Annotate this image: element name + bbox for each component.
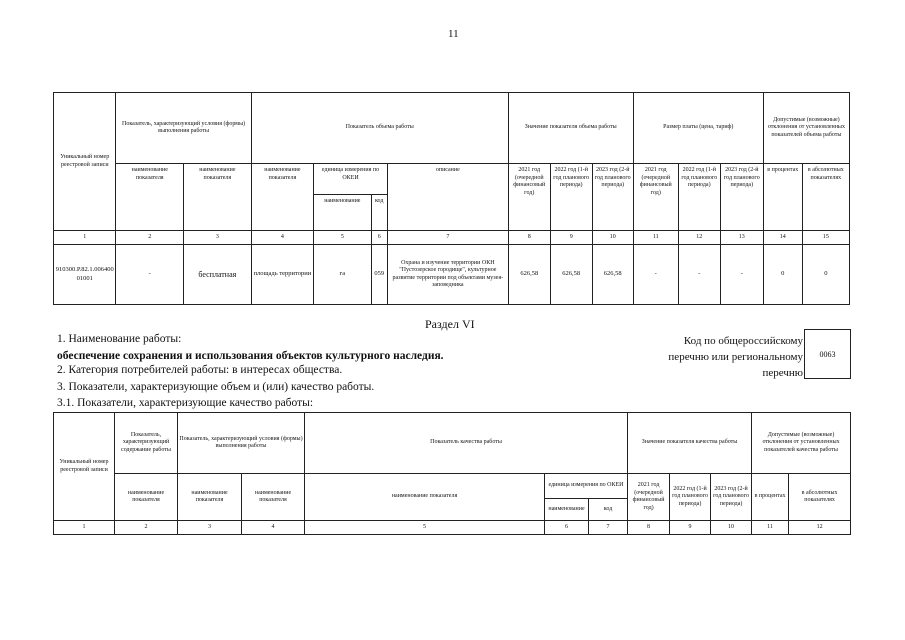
column-number: 14	[763, 231, 802, 245]
column-number: 8	[628, 521, 670, 535]
column-number: 7	[387, 231, 508, 245]
work-name-label: 1. Наименование работы:	[57, 333, 182, 345]
cell-value: 626,58	[592, 245, 633, 305]
column-number: 6	[371, 231, 387, 245]
header-absolute: в абсолютных показателях	[789, 474, 851, 521]
header-indicator-name: наименование показателя	[115, 474, 178, 521]
section-title: Раздел VI	[425, 317, 475, 331]
column-number: 5	[305, 521, 545, 535]
header-content: Показатель, характеризующий содержание работы	[115, 413, 178, 474]
cell-value: га	[314, 245, 371, 305]
header-absolute: в абсолютных показателях	[802, 164, 849, 231]
cell-value: 626,58	[550, 245, 592, 305]
header-quality-value: Значение показателя качества работы	[628, 413, 752, 474]
column-number: 11	[633, 231, 678, 245]
column-number: 5	[314, 231, 371, 245]
column-number: 8	[508, 231, 550, 245]
registry-code-box	[804, 329, 851, 379]
header-condition: Показатель, характеризующий условия (формы) выполнения работы	[116, 93, 251, 164]
header-volume-value: Значение показателя объема работы	[508, 93, 633, 164]
header-volume-indicator: Показатель объема работы	[251, 93, 508, 164]
column-number: 9	[550, 231, 592, 245]
header-year-2021: 2021 год (очередной финансовый год)	[508, 164, 550, 231]
registry-id: 910300.Р.82.1.00640001001	[54, 245, 116, 305]
cell-value: -	[633, 245, 678, 305]
header-quality-indicator: Показатель качества работы	[305, 413, 628, 474]
registry-code-label: Код по общероссийскому перечню или региональному перечню	[668, 335, 803, 379]
cell-value: 0	[802, 245, 849, 305]
header-indicator-name: наименование показателя	[305, 474, 545, 521]
header-unique-id: Уникальный номер реестровой записи	[54, 413, 115, 521]
quality-indicators-heading: 3.1. Показатели, характеризующие качество работы:	[57, 397, 314, 409]
header-fee-2022: 2022 год (1-й год планового периода)	[678, 164, 720, 231]
column-number: 11	[752, 521, 789, 535]
column-number: 12	[678, 231, 720, 245]
header-year-2022: 2022 год (1-й год планового периода)	[670, 474, 711, 521]
column-number: 1	[54, 521, 115, 535]
column-number: 10	[711, 521, 752, 535]
header-fee-2021: 2021 год (очередной финансовый год)	[633, 164, 678, 231]
work-name-value: обеспечение сохранения и использования объектов культурного наследия.	[57, 350, 444, 362]
column-numbers-row	[54, 231, 850, 245]
column-number: 13	[720, 231, 763, 245]
header-fee-2023: 2023 год (2-й год планового периода)	[720, 164, 763, 231]
header-description: описание	[387, 164, 508, 231]
header-deviation: Допустимые (возможные) отклонения от установленных показателей качества работы	[752, 413, 851, 474]
registry-code-value: 0063	[819, 349, 836, 359]
header-unique-id: Уникальный номер реестровой записи	[54, 93, 116, 231]
column-number: 15	[802, 231, 849, 245]
header-year-2022: 2022 год (1-й год планового периода)	[550, 164, 592, 231]
cell-value: 0	[763, 245, 802, 305]
cell-value: -	[116, 245, 184, 305]
header-indicator-name: наименование показателя	[178, 474, 242, 521]
cell-value: -	[678, 245, 720, 305]
header-indicator-name: наименование показателя	[251, 164, 313, 231]
cell-description: Охрана и изучение территории ОКН "Пустозерское городище", культурное развитие территории под объектами музея-заповедника	[387, 245, 508, 305]
cell-value: 626,58	[508, 245, 550, 305]
page-number: 11	[448, 28, 459, 40]
column-number: 3	[178, 521, 242, 535]
header-okei-unit: единица измерения по ОКЕИ	[314, 164, 388, 195]
header-unit-name: наименование	[314, 195, 371, 231]
header-okei-unit: единица измерения по ОКЕИ	[545, 474, 628, 499]
header-indicator-name: наименование показателя	[116, 164, 184, 231]
header-unit-name: наименование	[545, 499, 589, 521]
column-number: 1	[54, 231, 116, 245]
cell-value: 059	[371, 245, 387, 305]
header-unit-code: код	[371, 195, 387, 231]
header-indicator-name: наименование показателя	[184, 164, 252, 231]
header-indicator-name: наименование показателя	[242, 474, 305, 521]
cell-value: площадь территории	[251, 245, 313, 305]
consumer-category: 2. Категория потребителей работы: в интересах общества.	[57, 364, 343, 376]
column-number: 7	[589, 521, 628, 535]
work-volume-table	[53, 92, 850, 305]
header-percent: в процентах	[763, 164, 802, 231]
header-deviation: Допустимые (возможные) отклонения от установленных показателей объема работы	[763, 93, 849, 164]
header-condition: Показатель, характеризующий условия (формы) выполнения работы	[178, 413, 305, 474]
column-number: 6	[545, 521, 589, 535]
column-number: 4	[251, 231, 313, 245]
column-number: 3	[184, 231, 252, 245]
header-fee: Размер платы (цена, тариф)	[633, 93, 763, 164]
column-number: 2	[116, 231, 184, 245]
column-number: 4	[242, 521, 305, 535]
column-number: 2	[115, 521, 178, 535]
column-number: 10	[592, 231, 633, 245]
cell-value: бесплатная	[184, 245, 252, 305]
cell-value: -	[720, 245, 763, 305]
column-number: 9	[670, 521, 711, 535]
column-number: 12	[789, 521, 851, 535]
work-quality-table	[53, 412, 851, 535]
indicators-heading: 3. Показатели, характеризующие объем и (или) качество работы.	[57, 381, 375, 393]
header-year-2021: 2021 год (очередной финансовый год)	[628, 474, 670, 521]
header-percent: в процентах	[752, 474, 789, 521]
table-row	[54, 245, 850, 305]
header-year-2023: 2023 год (2-й год планового периода)	[592, 164, 633, 231]
column-numbers-row	[54, 521, 851, 535]
header-year-2023: 2023 год (2-й год планового периода)	[711, 474, 752, 521]
header-unit-code: код	[589, 499, 628, 521]
